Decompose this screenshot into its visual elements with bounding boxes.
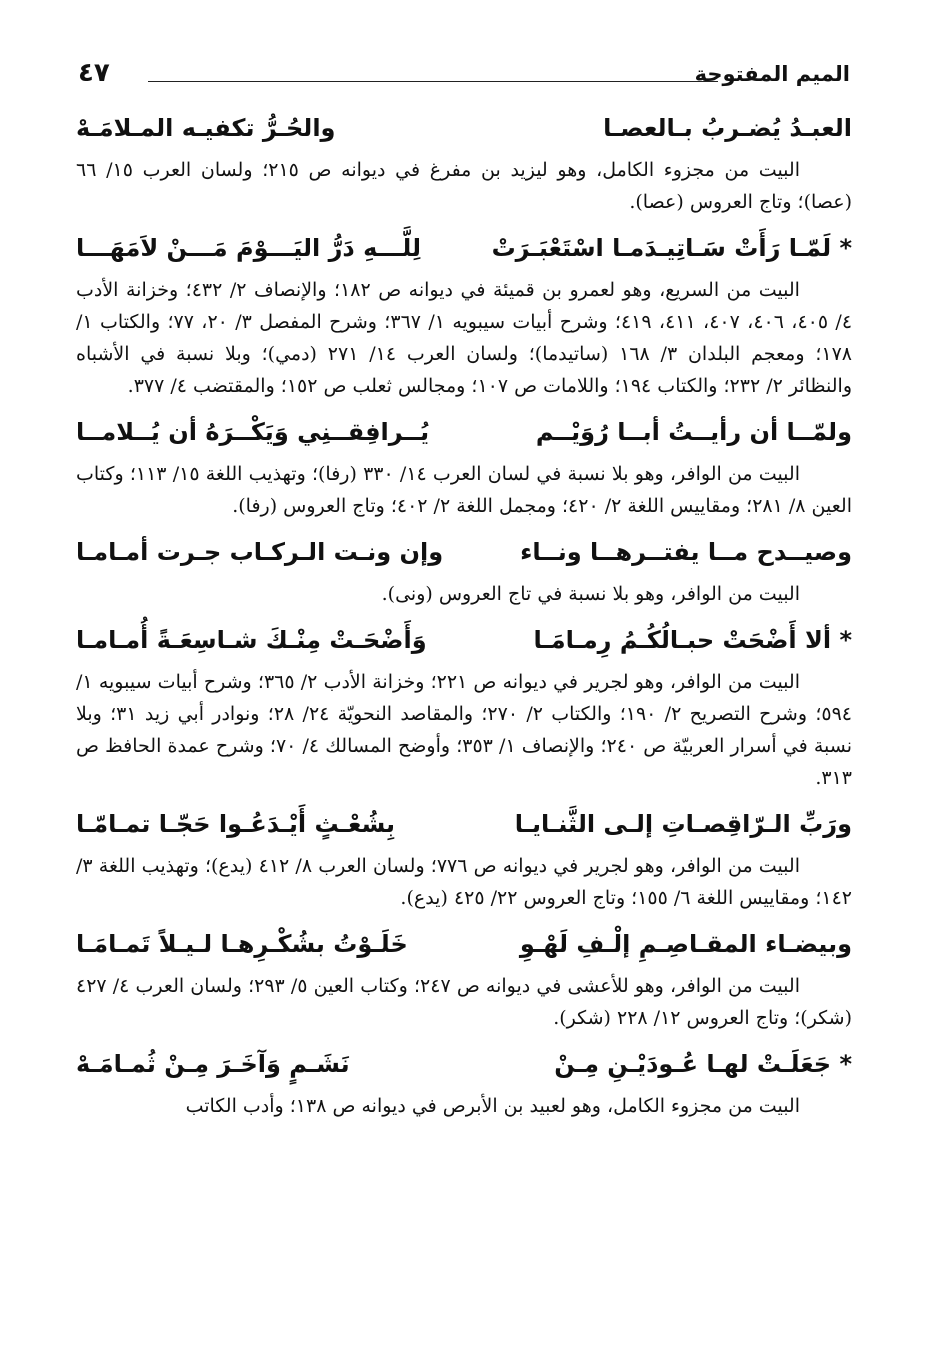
page-header <box>78 58 850 96</box>
verse-line <box>76 412 852 456</box>
verse-second-hemistich: وإن ونـت الـركـاب جـرت أمـامـا <box>76 538 444 566</box>
verse-note: البيت من السريع، وهو لعمرو بن قميئة في ديوانه ص ١٨٢؛ والإنصاف ٢/ ٤٣٢؛ وخزانة الأدب ٤/ ٤٠٥، ٤٠٦، ٤٠٧، ٤١١، ٤١٩؛ وشرح أبيات سيبويه ١/ ٣٦٧؛ وشرح المفصل ٣/ ٢٠، ٧٧؛ والكتاب ١/ ١٧٨؛ ومعجم البلدان ٣/ ١٦٨ (ساتيدما)؛ ولسان العرب ١٤/ ٢٧١ (دمي)؛ وبلا نسبة في الأشباه والنظائر ٢/ ٢٣٢؛ والكتاب ١٩٤؛ واللامات ص ١٠٧؛ ومجالس ثعلب ص ١٥٢؛ والمقتضب ٤/ ٣٧٧. <box>76 279 853 397</box>
verse-second-hemistich: نَشَـمٍ وَآخَـرَ مِـنْ ثُمـامَـهْ <box>76 1050 350 1078</box>
verse-second-hemistich: وَأَضْحَـتْ مِنْـكَ شـاسِعَـةً أُمـامـا <box>76 626 427 654</box>
verse-note: البيت من مجزوء الكامل، وهو لعبيد بن الأبرص في ديوانه ص ١٣٨؛ وأدب الكاتب <box>185 1095 800 1117</box>
verse-line <box>76 804 852 848</box>
verse-note: البيت من الوافر، وهو للأعشى في ديوانه ص ٢٤٧؛ وكتاب العين ٥/ ٢٩٣؛ ولسان العرب ٤/ ٤٢٧ (شكر)؛ وتاج العروس ١٢/ ٢٢٨ (شكر). <box>76 975 852 1029</box>
running-title: الميم المفتوحة <box>694 62 850 86</box>
verse-second-hemistich: يُــرافِقــنِي وَيَكْــرَهُ أن يُــلامــا <box>76 418 430 446</box>
verse-first-hemistich: * جَعَلَـتْ لهـا عُـودَيْـنِ مِـنْ <box>554 1050 852 1078</box>
verse-first-hemistich: ولمّــا أن رأيــتُ أبــا رُوَيْــم <box>535 418 852 446</box>
verse-first-hemistich: وصيــدح مــا يفتــرهــا ونــاء <box>520 538 852 566</box>
verse-second-hemistich: والحُـرُّ تكفيـه المـلامَـهْ <box>76 114 336 142</box>
verse-note: البيت من مجزوء الكامل، وهو ليزيد بن مفرغ في ديوانه ص ٢١٥؛ ولسان العرب ١٥/ ٦٦ (عصا)؛ وتاج العروس (عصا). <box>76 159 852 213</box>
verse-first-hemistich: * لَمّـا رَأَتْ سَـاتِيـدَمـا اسْتَعْبَـرَتْ <box>491 234 852 262</box>
verse-line <box>76 1044 852 1088</box>
verse-note: البيت من الوافر، وهو بلا نسبة في تاج العروس (ونى). <box>381 583 800 605</box>
verse-first-hemistich: * ألا أَضْحَتْ حبـالُكُـمُ رِمـامَـا <box>533 626 852 654</box>
verse-note: البيت من الوافر، وهو لجرير في ديوانه ص ٧٧٦؛ ولسان العرب ٨/ ٤١٢ (يدع)؛ وتهذيب اللغة ٣/ ١٤٢؛ ومقاييس اللغة ٦/ ١٥٥؛ وتاج العروس ٢٢/ ٤٢٥ (يدع). <box>76 855 852 909</box>
verse-first-hemistich: العبـدُ يُضـربُ بـالعصـا <box>603 114 852 142</box>
verse-line <box>76 532 852 576</box>
page-number: ٤٧ <box>78 58 110 88</box>
verse-second-hemistich: خَلَـوْتُ بشُكْـرِهـا لـيـلاً تَمـامَـا <box>76 930 408 958</box>
verse-note: البيت من الوافر، وهو بلا نسبة في لسان العرب ١٤/ ٣٣٠ (رفا)؛ وتهذيب اللغة ١٥/ ١١٣؛ وكتاب العين ٨/ ٢٨١؛ ومقاييس اللغة ٢/ ٤٢٠؛ ومجمل اللغة ٢/ ٤٠٢؛ وتاج العروس (رفا). <box>76 463 852 517</box>
verse-note: البيت من الوافر، وهو لجرير في ديوانه ص ٢٢١؛ وخزانة الأدب ٢/ ٣٦٥؛ وشرح أبيات سيبويه ١/ ٥٩٤؛ وشرح التصريح ٢/ ١٩٠؛ والكتاب ٢/ ٢٧٠؛ والمقاصد النحويّة ٢٤/ ٢٨؛ ونوادر أبي زيد ٣١؛ وبلا نسبة في أسرار العربيّة ص ٢٤٠؛ والإنصاف ١/ ٣٥٣؛ وأوضح المسالك ٤/ ٧٠؛ وشرح عمدة الحافظ ص ٣١٣. <box>76 671 852 789</box>
verse-line <box>76 108 852 152</box>
verse-second-hemistich: بِشُعْـثٍ أَيْـدَعُـوا حَجّـا تمـامّـا <box>76 810 396 838</box>
verse-first-hemistich: وبيضـاء المقـاصِـمِ إلْـفِ لَهْـوِ <box>519 930 852 958</box>
verse-line <box>76 620 852 664</box>
verse-second-hemistich: لِلَّـــهِ دَرُّ اليَـــوْمَ مَـــنْ لاَمَهَـــا <box>76 234 422 262</box>
verse-line <box>76 924 852 968</box>
verse-first-hemistich: ورَبِّ الـرّاقِصـاتِ إلـى الثَّنـايـا <box>514 810 852 838</box>
page-body <box>76 108 852 1132</box>
header-rule <box>148 81 718 82</box>
verse-line <box>76 228 852 272</box>
